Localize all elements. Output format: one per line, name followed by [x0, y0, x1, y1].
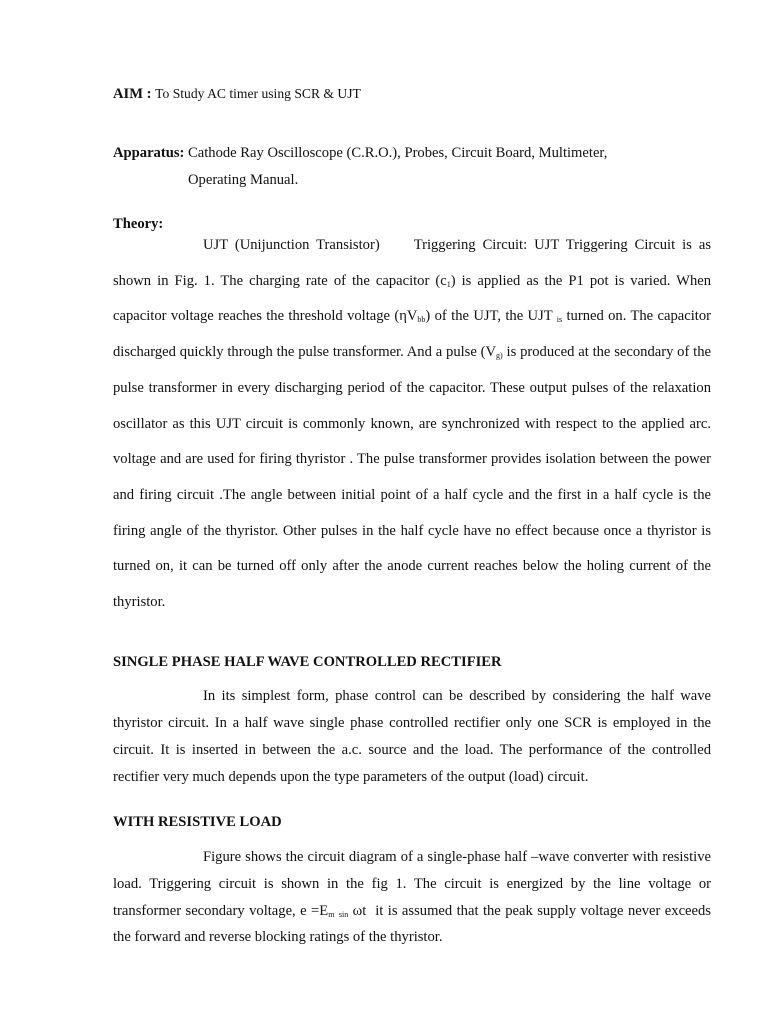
apparatus-text-line2: Operating Manual.	[188, 172, 299, 188]
theory-sub-g: g)	[496, 351, 503, 361]
theory-paragraph	[113, 228, 711, 621]
aim-line	[113, 86, 711, 103]
theory-sub-c1: 1	[446, 279, 451, 289]
apparatus-label: Apparatus:	[113, 145, 185, 161]
section1-text: In its simplest form, phase control can be described by considering the half wave thyristor circuit. In a half wave single phase controlled rectifier only one SCR is employed in the circuit. It is inserted in between the a.c. source and the load. The performance of the controlled rectifier very much depends upon the type parameters of the output (load) circuit.	[113, 688, 711, 785]
section2-text-b: ωt	[352, 902, 367, 919]
apparatus-text-line1: Cathode Ray Oscilloscope (C.R.O.), Probes, Circuit Board, Multimeter,	[188, 145, 608, 161]
theory-text-d: ) of the UJT, the UJT	[425, 308, 553, 325]
section-paragraph-half-wave	[113, 683, 711, 791]
theory-sub-bb: bb	[417, 315, 426, 325]
theory-sub-is: is	[556, 315, 563, 325]
section-heading-half-wave: SINGLE PHASE HALF WAVE CONTROLLED RECTIFIER	[113, 654, 502, 670]
aim-text: To Study AC timer using SCR & UJT	[155, 86, 361, 101]
theory-text-f: is produced at the secondary of the pulse transformer in every discharging period of the capacitor. These output pulses of the relaxation oscillator as this UJT circuit is commonly known, are synchronized with respect to the applied arc. voltage and are used for firing thyristor . The pulse transformer provides isolation between the power and firing circuit .The angle between initial point of a half cycle and the first in a half cycle is the firing angle of the thyristor. Other pulses in the half cycle have no effect because once a thyristor is turned on, it can be turned off only after the anode current reaches below the holing current of the thyristor.	[113, 344, 711, 611]
section2-text-c: it is assumed that the peak supply voltage never exceeds the forward and reverse blocking ratings of the thyristor.	[113, 902, 711, 946]
section2-text-a: Figure shows the circuit diagram of a single-phase half –wave converter with resistive load. Triggering circuit is shown in the fig 1. The circuit is energized by the line voltage or transformer secondary voltage, e =E	[113, 849, 711, 919]
theory-text-c: ) is applied as the P1 pot is varied. When capacitor voltage reaches the threshold voltage (ηV	[113, 272, 712, 325]
theory-text-b: Triggering Circuit: UJT Triggering Circuit is as shown in Fig. 1. The charging rate of the capacitor (c	[113, 237, 711, 289]
section2-sub-sin: sin	[338, 909, 349, 919]
apparatus-line	[113, 145, 711, 162]
theory-heading: Theory:	[113, 216, 164, 232]
aim-label: AIM :	[113, 86, 152, 102]
section-heading-resistive-load: WITH RESISTIVE LOAD	[113, 814, 282, 830]
section-paragraph-resistive-load	[113, 844, 711, 951]
theory-text-a: UJT (Unijunction Transistor)	[203, 237, 380, 253]
section2-sub-m: m	[328, 909, 335, 919]
theory-text-e: turned on. The capacitor discharged quickly through the pulse transformer. And a pulse (V	[113, 308, 711, 361]
